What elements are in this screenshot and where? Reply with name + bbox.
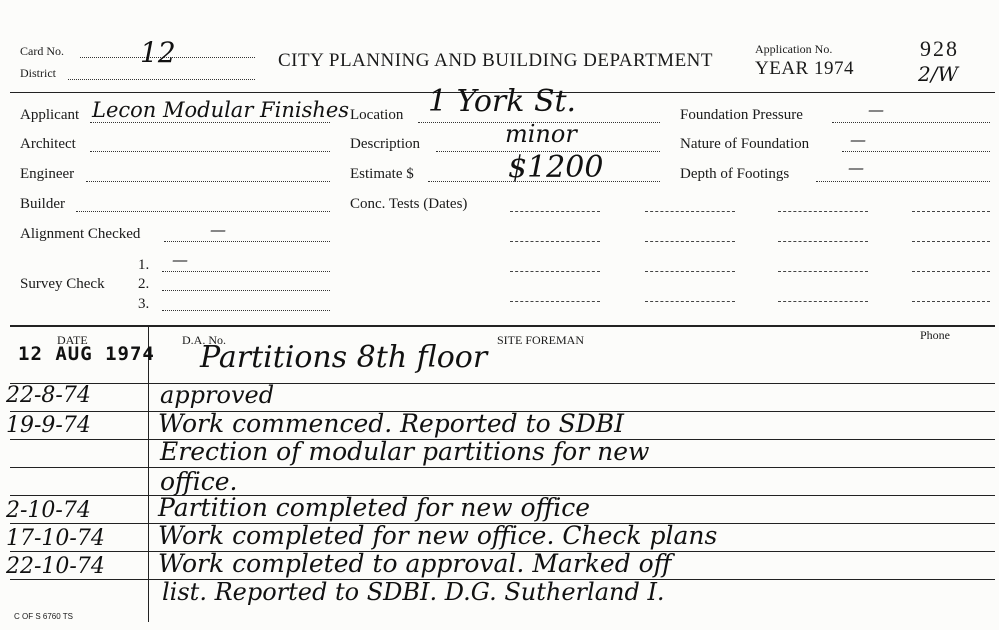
card-no-value: 12 <box>140 36 176 69</box>
conc-slot-16 <box>912 301 990 302</box>
conc-slot-4 <box>912 211 990 212</box>
conc-tests-label: Conc. Tests (Dates) <box>350 196 468 212</box>
log-entry-date: 17-10-74 <box>6 526 105 551</box>
conc-slot-14 <box>645 301 735 302</box>
description-label: Description <box>350 136 420 152</box>
application-no-value: 928 <box>920 36 959 61</box>
conc-slot-5 <box>510 241 600 242</box>
location-label: Location <box>350 107 404 123</box>
survey-2-label: 2. <box>138 276 150 292</box>
da-no-header: D.A. No. <box>182 333 226 347</box>
conc-slot-1 <box>510 211 600 212</box>
log-entry-text: list. Reported to SDBI. D.G. Sutherland I. <box>162 578 665 606</box>
alignment-line <box>164 241 330 242</box>
estimate-value: $1200 <box>508 150 604 185</box>
log-entry-text: Partition completed for new office <box>158 493 591 522</box>
architect-label: Architect <box>20 136 76 152</box>
depth-of-footings-value: — <box>848 158 864 177</box>
conc-slot-12 <box>912 271 990 272</box>
conc-slot-6 <box>645 241 735 242</box>
form-code: C OF S 6760 TS <box>14 612 73 621</box>
applicant-line <box>90 122 330 123</box>
survey-2-line <box>162 290 330 291</box>
engineer-label: Engineer <box>20 166 75 182</box>
log-top-rule <box>10 325 995 327</box>
location-value: 1 York St. <box>428 84 577 119</box>
phone-header: Phone <box>920 328 950 342</box>
survey-label: Survey Check <box>20 276 105 292</box>
log-row-line-1 <box>10 383 995 384</box>
estimate-label: Estimate $ <box>350 166 414 182</box>
year-label: YEAR 1974 <box>755 58 854 79</box>
log-row-line-4 <box>10 467 995 468</box>
conc-slot-10 <box>645 271 735 272</box>
nature-of-foundation-value: — <box>850 130 866 149</box>
date-header: DATE <box>57 333 88 347</box>
nature-of-foundation-label: Nature of Foundation <box>680 136 810 152</box>
survey-3-label: 3. <box>138 296 150 312</box>
district-label: District <box>20 66 56 80</box>
log-entry-date: 19-9-74 <box>6 413 91 438</box>
alignment-label: Alignment Checked <box>20 226 141 242</box>
conc-slot-7 <box>778 241 868 242</box>
card-no-label: Card No. <box>20 44 64 58</box>
depth-of-footings-line <box>816 181 990 182</box>
applicant-value: Lecon Modular Finishes <box>92 98 350 122</box>
log-entry-text: Erection of modular partitions for new <box>160 437 650 466</box>
survey-1-label: 1. <box>138 257 150 273</box>
survey-1-line <box>162 271 330 272</box>
engineer-line <box>86 181 330 182</box>
conc-slot-13 <box>510 301 600 302</box>
builder-label: Builder <box>20 196 65 212</box>
log-entry-date: 2-10-74 <box>6 498 91 523</box>
conc-slot-8 <box>912 241 990 242</box>
conc-slot-11 <box>778 271 868 272</box>
log-date-column-divider <box>148 326 149 622</box>
survey-1-value: — <box>172 250 188 269</box>
log-entry-text: approved <box>160 381 275 409</box>
conc-slot-15 <box>778 301 868 302</box>
description-value: minor <box>505 120 577 148</box>
architect-line <box>90 151 330 152</box>
log-entry-date: 22-10-74 <box>6 554 105 579</box>
foundation-pressure-label: Foundation Pressure <box>680 107 803 123</box>
district-line <box>68 79 255 80</box>
log-entry-text: Work completed for new office. Check plans <box>158 521 718 550</box>
conc-slot-3 <box>778 211 868 212</box>
site-foreman-header: SITE FOREMAN <box>497 333 585 347</box>
conc-slot-9 <box>510 271 600 272</box>
log-entry-text: Work commenced. Reported to SDBI <box>158 409 625 438</box>
log-entry-text: office. <box>160 467 238 496</box>
application-initials: 2/W <box>918 62 959 86</box>
alignment-value: — <box>210 220 226 239</box>
applicant-label: Applicant <box>20 107 80 123</box>
application-no-label: Application No. <box>755 42 833 56</box>
conc-slot-2 <box>645 211 735 212</box>
builder-line <box>76 211 330 212</box>
foundation-pressure-value: — <box>868 100 884 119</box>
depth-of-footings-label: Depth of Footings <box>680 166 790 182</box>
log-entry-text: Work completed to approval. Marked off <box>158 549 672 578</box>
department-title: CITY PLANNING AND BUILDING DEPARTMENT <box>278 50 713 71</box>
log-entry-text: Partitions 8th floor <box>200 340 488 375</box>
foundation-pressure-line <box>832 122 990 123</box>
nature-of-foundation-line <box>842 151 990 152</box>
survey-3-line <box>162 310 330 311</box>
date-stamp: 12 AUG 1974 <box>18 343 155 365</box>
log-entry-date: 22-8-74 <box>6 383 91 408</box>
